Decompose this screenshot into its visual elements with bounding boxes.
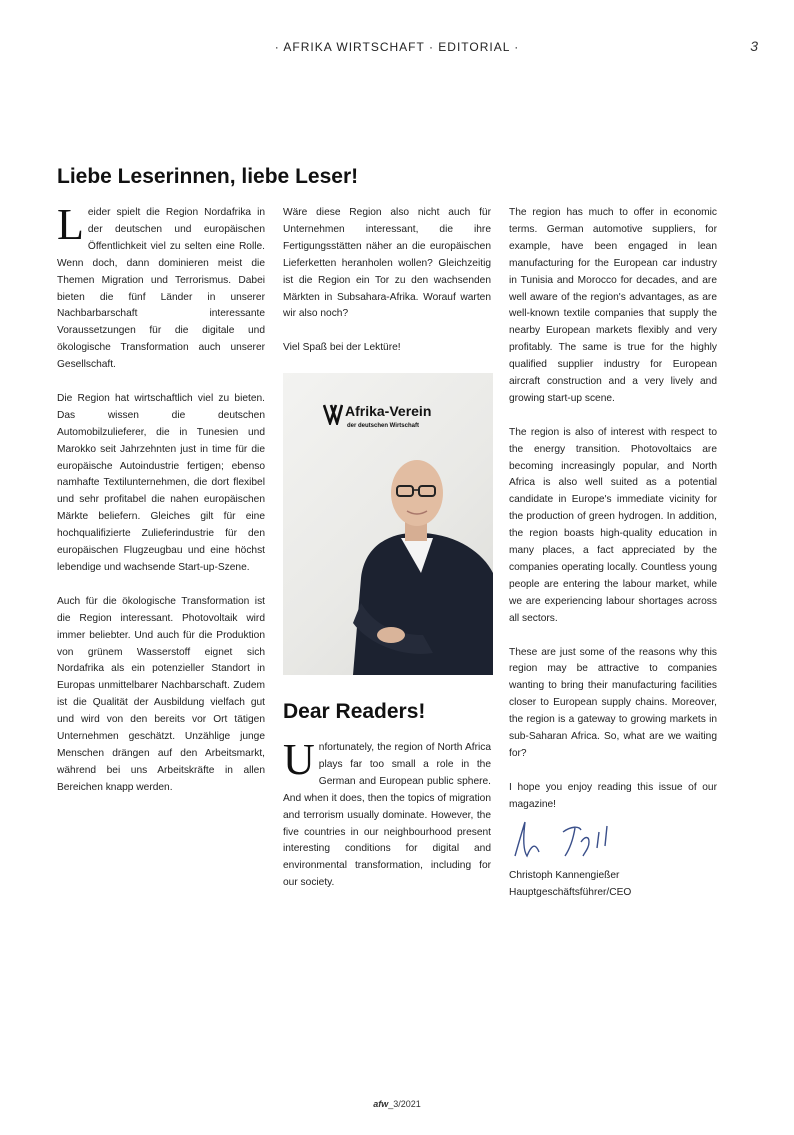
english-paragraph-4: These are just some of the reasons why this region may be attractive to companies wanting to bring their manufacturing facilities closer to European supply chains. Moreover, the region is a gateway to growing markets in sub-Saharan Africa. So, what are we waiting for? (509, 646, 717, 759)
logo-subtitle: der deutschen Wirtschaft (347, 423, 419, 429)
signatory-title: Hauptgeschäftsführer/CEO (509, 886, 632, 898)
english-paragraph-1 (283, 735, 491, 892)
footer-issue: _3/2021 (388, 1099, 421, 1109)
portrait-figure (283, 373, 493, 675)
footer-logo: afw (373, 1099, 389, 1109)
german-paragraph-4: Wäre diese Region also nicht auch für Unternehmen interessant, die ihre Fertigungsstätten näher an die europäischen Lieferketten heranholen wollen? Gleichzeitig ist die Region ein Tor zu den wachsenden Märkten in Subsahara-Afrika. Worauf warten wir also noch? (283, 207, 491, 320)
author-photo (283, 373, 493, 675)
german-paragraph-5: Viel Spaß bei der Lektüre! (283, 342, 401, 354)
english-paragraph-2: The region has much to offer in economic terms. German automotive suppliers, for example, have been engaged in lean manufacturing for the European car industry in Tunisia and Morocco for decades, and are well aware of the region's advantages, as are well-known textile companies that supply the nearby European markets flexibly and very profitably. The same is true for the highly qualified supplier industry for European aircraft construction and a very lively and growing start-up scene. (509, 207, 717, 404)
english-heading: Dear Readers! (283, 700, 426, 723)
page-number: 3 (750, 38, 758, 54)
signature-block (509, 868, 631, 902)
german-heading: Liebe Leserinnen, liebe Leser! (57, 165, 359, 188)
english-paragraph-1-text: nfortunately, the region of North Africa plays far too small a role in the German and European public sphere. And when it does, then the topics of migration and terrorism usually dominate. However, the five countries in our neighbourhood present interesting conditions for digital and environmental transformation, including for our society. (283, 742, 491, 889)
english-paragraph-3: The region is also of interest with respect to the energy transition. Photovoltaics are becoming increasingly popular, and North Africa is also well suited as a potential candidate in Europe's immediate vicinity for the production of green hydrogen. In addition, the region boasts high-quality education in many places, a fact appreciated by the companies operating locally. Countless young people are entering the labour market, while we are experiencing labour shortages across all sectors. (509, 426, 717, 624)
german-dropcap: L (57, 200, 84, 249)
signatory-name: Christoph Kannengießer (509, 870, 620, 881)
german-paragraph-2: Die Region hat wirtschaftlich viel zu bieten. Das wissen die deutschen Automobilzulieferer, die in Tunesien und Marokko seit Jahrzehnten just in time für die europäische Autoindustrie fertigen; ebenso namhafte Textilunternehmen, die dort flexibel und sehr profitabel die nahen europäischen Märkte beliefern. Gleiches gilt für eine hochqualifizierte Zulieferindustrie für den europäischen Flugzeugbau und eine höchst lebendige und wachsende Start-up-Szene. (57, 392, 265, 574)
german-paragraph-3: Auch für die ökologische Transformation ist die Region interessant. Photovoltaik wird immer beliebter. Und auch für die Produktion von grünem Wasserstoff eignet sich Nordafrika als ein potenzieller Standort in Europas unmittelbarer Nachbarschaft. Zudem ist die Qualität der Ausbildung vielfach gut und wird von den bereits vor Ort tätigen Unternehmen geschätzt. Unzählige junge Menschen drängen auf den Arbeitsmarkt, während bei uns Arbeitskräfte in allen Bereichen knapp werden. (57, 595, 265, 793)
german-column-2 (283, 205, 491, 374)
german-paragraph-1 (57, 200, 265, 374)
handwritten-signature (509, 812, 629, 864)
english-column-2 (509, 205, 717, 830)
english-column-1 (283, 735, 491, 909)
english-dropcap: U (283, 735, 315, 784)
logo-name: Afrika-Verein (345, 403, 432, 419)
section-header: · AFRIKA WIRTSCHAFT · EDITORIAL · (274, 40, 520, 54)
english-paragraph-5: I hope you enjoy reading this issue of our magazine! (509, 781, 717, 810)
footer (0, 1099, 794, 1109)
german-paragraph-1-text: eider spielt die Region Nordafrika in der deutschen und europäischen Öffentlichkeit viel zu selten eine Rolle. Wenn doch, dann dominieren meist die Themen Migration und Terrorismus. Dabei bieten die fünf Länder in unserer Nachbarbarschaft interessante Voraussetzungen für die digitale und ökologische Transformation auch unserer Gesellschaft. (57, 207, 265, 371)
german-column-1 (57, 200, 265, 814)
